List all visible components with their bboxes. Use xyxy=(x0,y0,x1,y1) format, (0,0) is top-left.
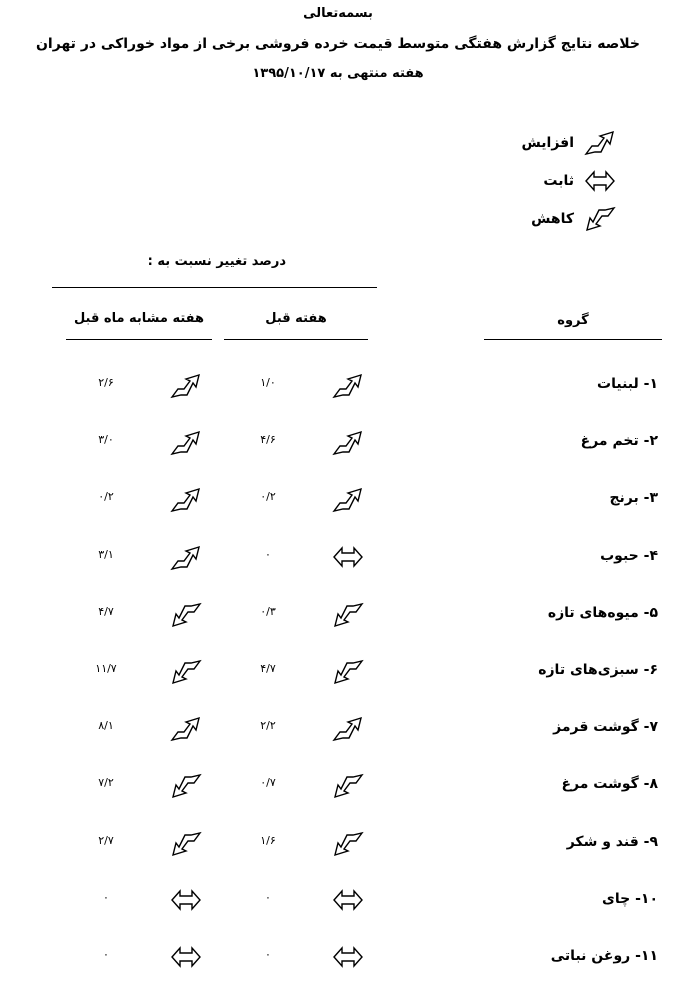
pct-change-header: درصد تغییر نسبت به : xyxy=(147,254,286,269)
prev-week-value: ۲/۲ xyxy=(260,719,276,732)
decrease-arrow-icon xyxy=(332,831,366,859)
decrease-arrow-icon xyxy=(170,659,204,687)
col-underline-group xyxy=(484,339,662,340)
col-header-group: گروه xyxy=(557,313,589,328)
row-group-label: ۳- برنج xyxy=(609,490,658,506)
prev-week-value: ۰ xyxy=(265,948,271,961)
prev-week-value: ۰/۲ xyxy=(260,490,276,503)
prev-month-value: ۳/۱ xyxy=(98,548,114,561)
prev-week-value: ۱/۶ xyxy=(260,834,276,847)
row-group-label: ۵- میوه‌های تازه xyxy=(547,605,658,621)
row-group-label: ۴- حبوب xyxy=(600,548,658,564)
row-group-label: ۸- گوشت مرغ xyxy=(561,776,658,792)
prev-month-value: ۲/۷ xyxy=(98,834,114,847)
row-group-label: ۱۰- چای xyxy=(602,891,658,907)
steady-double-arrow-icon xyxy=(332,545,366,573)
steady-double-arrow-icon xyxy=(584,169,616,193)
decrease-arrow-icon xyxy=(584,206,616,232)
week-ending-date: هفته منتهی به ۱۳۹۵/۱۰/۱۷ xyxy=(252,66,424,81)
legend-decrease xyxy=(531,204,616,234)
prev-week-value: ۰/۷ xyxy=(260,776,276,789)
increase-arrow-icon xyxy=(170,487,204,515)
row-group-label: ۷- گوشت قرمز xyxy=(553,719,658,735)
prev-month-value: ۳/۰ xyxy=(98,433,114,446)
col-header-same-week-prev-month: هفته مشابه ماه قبل xyxy=(73,311,205,326)
prev-week-value: ۰ xyxy=(265,891,271,904)
legend-label: کاهش xyxy=(531,211,574,227)
row-group-label: ۱۱- روغن نباتی xyxy=(550,948,658,964)
decrease-arrow-icon xyxy=(332,659,366,687)
prev-month-value: ۷/۲ xyxy=(98,776,114,789)
legend-label: افزایش xyxy=(521,135,574,151)
increase-arrow-icon xyxy=(332,487,366,515)
legend-increase xyxy=(521,128,616,158)
steady-double-arrow-icon xyxy=(332,888,366,916)
col-header-prev-week: هفته قبل xyxy=(265,311,327,326)
increase-arrow-icon xyxy=(332,716,366,744)
decrease-arrow-icon xyxy=(170,831,204,859)
row-group-label: ۲- تخم مرغ xyxy=(580,433,658,449)
increase-arrow-icon xyxy=(332,373,366,401)
prev-month-value: ۴/۷ xyxy=(98,605,114,618)
increase-arrow-icon xyxy=(584,130,616,156)
bismillah: بسمه‌تعالی xyxy=(303,6,373,21)
row-group-label: ۶- سبزی‌های تازه xyxy=(538,662,658,678)
increase-arrow-icon xyxy=(332,430,366,458)
report-title: خلاصه نتایج گزارش هفتگی متوسط قیمت خرده فروشی برخی از مواد خوراکی در تهران xyxy=(35,36,640,52)
increase-arrow-icon xyxy=(170,545,204,573)
decrease-arrow-icon xyxy=(170,602,204,630)
steady-double-arrow-icon xyxy=(332,945,366,973)
decrease-arrow-icon xyxy=(170,773,204,801)
col-underline-prev-month xyxy=(66,339,212,340)
decrease-arrow-icon xyxy=(332,773,366,801)
prev-week-value: ۰/۳ xyxy=(260,605,276,618)
prev-week-value: ۴/۶ xyxy=(260,433,276,446)
prev-month-value: ۸/۱ xyxy=(98,719,114,732)
steady-double-arrow-icon xyxy=(170,888,204,916)
header-divider xyxy=(52,287,377,288)
legend-label: ثابت xyxy=(543,173,574,189)
row-group-label: ۱- لبنیات xyxy=(597,376,658,392)
prev-month-value: ۰ xyxy=(103,948,109,961)
prev-month-value: ۰/۲ xyxy=(98,490,114,503)
legend-steady xyxy=(543,166,616,196)
col-underline-prev-week xyxy=(224,339,368,340)
prev-month-value: ۱۱/۷ xyxy=(95,662,117,675)
prev-week-value: ۰ xyxy=(265,548,271,561)
increase-arrow-icon xyxy=(170,373,204,401)
prev-week-value: ۴/۷ xyxy=(260,662,276,675)
steady-double-arrow-icon xyxy=(170,945,204,973)
increase-arrow-icon xyxy=(170,716,204,744)
prev-month-value: ۲/۶ xyxy=(98,376,114,389)
row-group-label: ۹- قند و شکر xyxy=(566,834,658,850)
prev-month-value: ۰ xyxy=(103,891,109,904)
decrease-arrow-icon xyxy=(332,602,366,630)
prev-week-value: ۱/۰ xyxy=(260,376,276,389)
increase-arrow-icon xyxy=(170,430,204,458)
